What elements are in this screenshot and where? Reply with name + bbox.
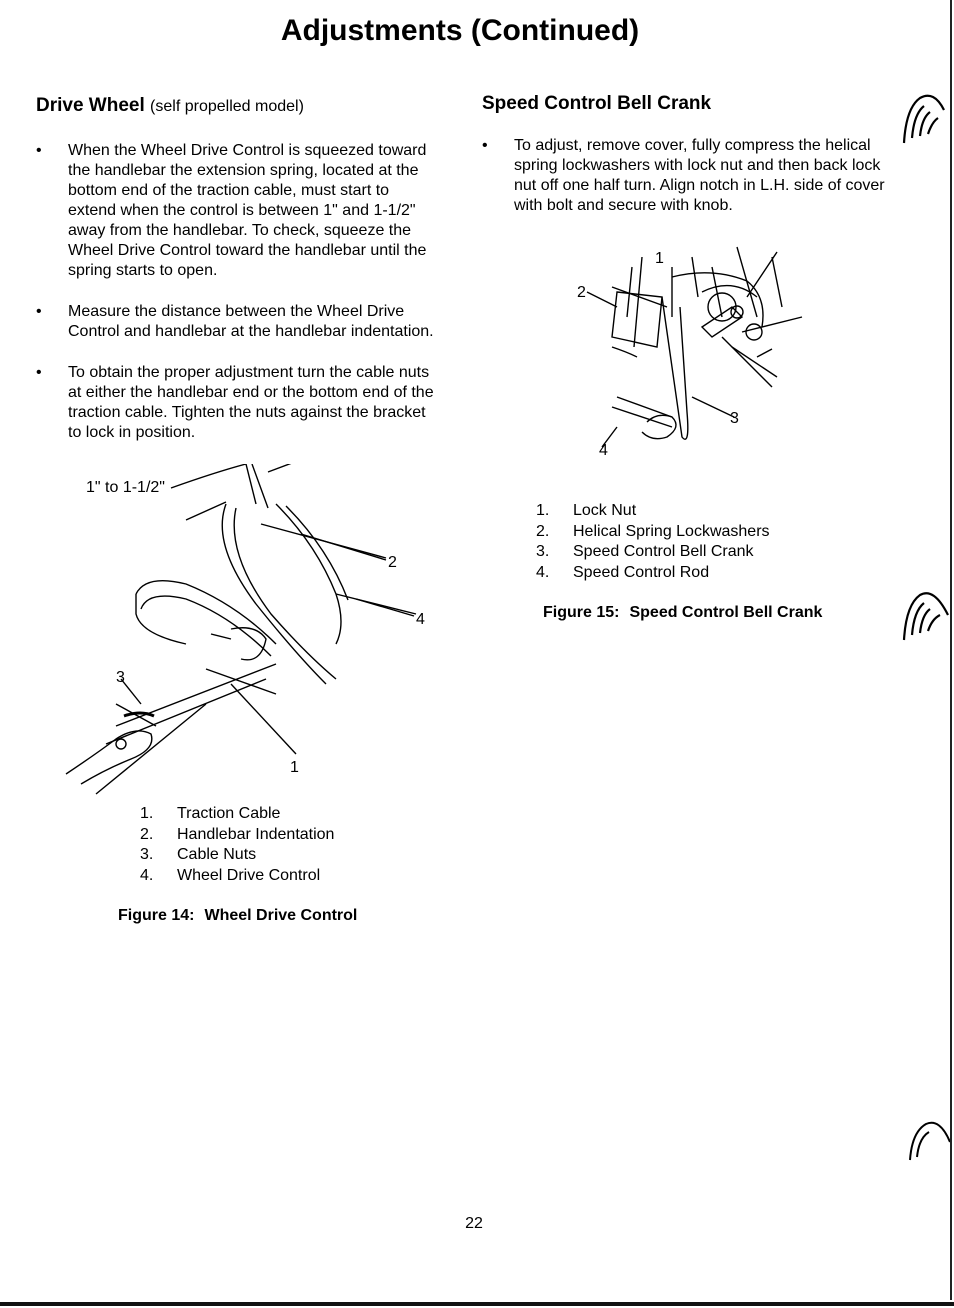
callout-1: 1	[290, 759, 299, 776]
callout-2: 2	[577, 284, 586, 301]
list-item: 3. Cable Nuts	[140, 846, 257, 863]
list-item: 2. Helical Spring Lockwashers	[536, 522, 770, 540]
callout-2: 2	[388, 554, 397, 571]
speed-control-heading: Speed Control Bell Crank	[482, 93, 712, 114]
figure-14-caption: Figure 14: Wheel Drive Control	[118, 907, 358, 924]
figure-14-legend	[140, 804, 441, 886]
list-item: 4. Speed Control Rod	[536, 563, 710, 581]
callout-3: 3	[116, 669, 125, 686]
hand-tab-icon	[904, 1112, 952, 1162]
speed-control-bullets	[482, 136, 892, 216]
list-item: 3. Speed Control Bell Crank	[536, 543, 754, 560]
scan-edge-rule	[950, 0, 952, 1300]
dimension-label: 1" to 1-1/2"	[86, 479, 165, 496]
callout-4: 4	[599, 442, 608, 459]
scan-bottom-rule	[0, 1302, 954, 1306]
page-title: Adjustments (Continued)	[280, 14, 640, 47]
page-number: 22	[465, 1215, 483, 1232]
callout-3: 3	[730, 410, 739, 427]
speed-control-section	[482, 94, 892, 623]
drive-wheel-bullets	[36, 141, 441, 443]
wheel-drive-control-figure	[36, 464, 436, 804]
hand-tab-icon	[900, 585, 952, 645]
speed-control-bell-crank-figure	[572, 237, 872, 467]
hand-tab-icon	[900, 88, 948, 148]
figure-15-caption: Figure 15: Speed Control Bell Crank	[543, 604, 823, 621]
callout-4: 4	[416, 611, 425, 628]
list-item: • Measure the distance between the Wheel Drive Control and handlebar at the handlebar indentation.	[36, 303, 434, 340]
list-item: • To adjust, remove cover, fully compress the helical spring lockwashers with lock nut and then back lock nut off one half turn. Align notch in L.H. side of cover with bolt and secure with knob.	[482, 137, 885, 214]
drive-wheel-subheading: (self propelled model)	[150, 98, 304, 115]
list-item: 1. Traction Cable	[140, 805, 281, 822]
callout-1: 1	[655, 250, 664, 267]
list-item: • To obtain the proper adjustment turn the cable nuts at either the handlebar end or the bottom end of the traction cable. Tighten the nuts against the bracket to lock in position.	[36, 364, 434, 441]
figure-15-legend	[536, 501, 892, 583]
list-item: • When the Wheel Drive Control is squeezed toward the handlebar the extension spring, located at the bottom end of the traction cable, must start to extend when the control is between 1" and 1-1/2" away from the handlebar. To check, squeeze the Wheel Drive Control toward the handlebar until the spring starts to open.	[36, 142, 427, 279]
list-item: 2. Handlebar Indentation	[140, 825, 335, 843]
list-item: 1. Lock Nut	[536, 502, 637, 519]
list-item: 4. Wheel Drive Control	[140, 866, 321, 884]
drive-wheel-heading	[36, 96, 441, 117]
drive-wheel-section	[36, 96, 441, 926]
drive-wheel-heading-text: Drive Wheel	[36, 95, 145, 116]
